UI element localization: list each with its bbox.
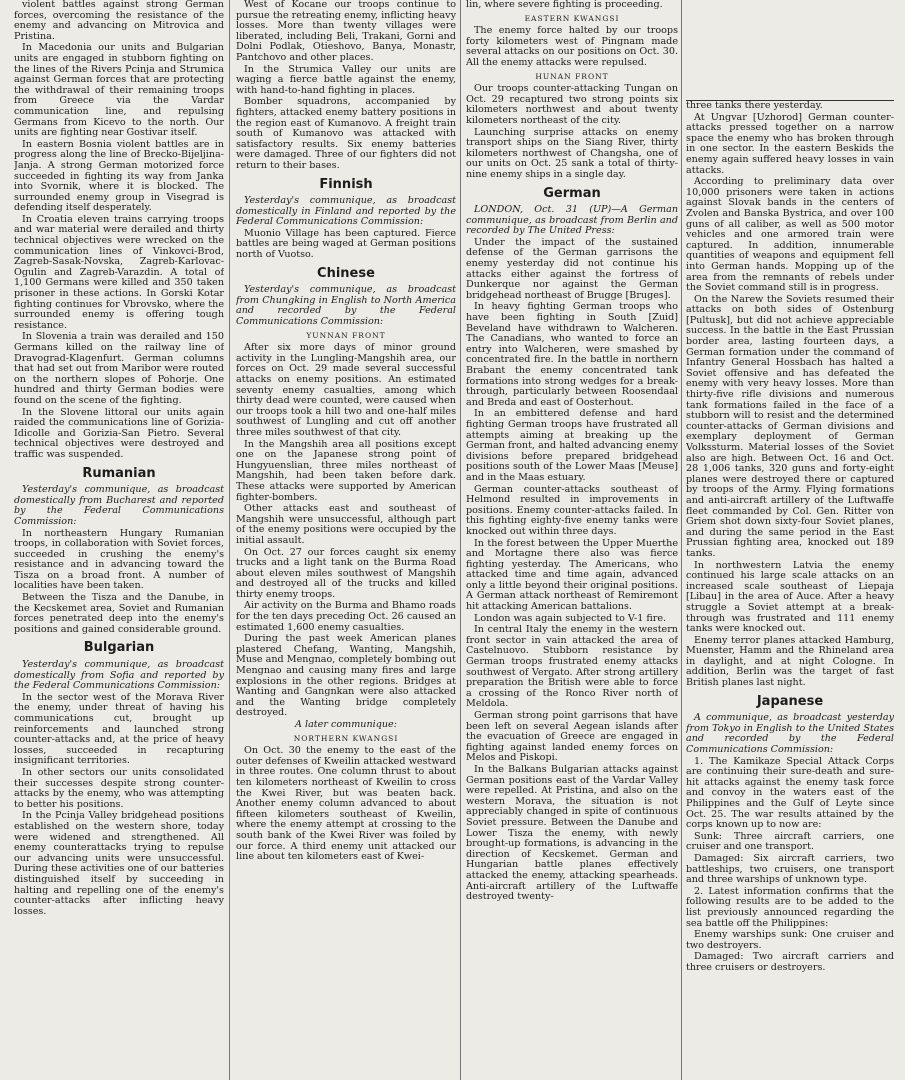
paragraph: In Macedonia our units and Bulgarian units are engaged in stubborn fighting on the lines of the Rivers Pcinja and Strumica against German forces that are protecting the withdrawal of their remaining troops from Greece via the Vardar communication line, and repulsing Germans from Kicevo to the north. Our units are fighting near Gostivar itself.	[14, 42, 224, 139]
paragraph: 1. The Kamikaze Special Attack Corps are continuing their sure-death and sure-hit attacks against the enemy task force and convoy in the waters east of the Philippines and the Gulf of Leyte since Oct. 25. The war results attained by the corps known up to now are:	[686, 755, 894, 831]
paragraph: In an embittered defense and hard fighting German troops have frustrated all attempts aiming at breaking up the German front, and halted advancing enemy divisions before prepared bridgehead positions south of the Lower Maas [Meuse] and in the Maas estuary.	[466, 408, 678, 483]
paragraph: The enemy force halted by our troops forty kilometers west of Pingnam made several attacks on our positions on Oct. 30. All the enemy attacks were repulsed.	[466, 25, 678, 68]
paragraph: lin, where severe fighting is proceeding.	[466, 0, 663, 10]
paragraph: In northeastern Hungary Rumanian troops, in collaboration with Soviet forces, succeeded in crushing the enemy's resistance and in advancing toward the Tisza on a broad front. A number of localities have been taken.	[14, 527, 224, 592]
paragraph: At Ungvar [Uzhorod] German counter-attacks pressed together on a narrow space the enemy who has broken through in one sector. In the eastern Beskids the enemy again suffered heavy losses in vain attacks.	[686, 111, 894, 176]
paragraph: Between the Tisza and the Danube, in the Kecskemet area, Soviet and Rumanian forces penetrated deep into the enemy's positions and gained considerable ground.	[14, 592, 224, 635]
communique-intro: LONDON, Oct. 31 (UP)—A German communique, as broadcast from Berlin and recorded by The United Press:	[466, 204, 678, 237]
paragraph: In the Slovene littoral our units again raided the communications line of Gorizia-Idicolle and Gorizia-San Pietro. Several technical objectives were destroyed and traffic was suspended.	[14, 406, 224, 460]
paragraph: Air activity on the Burma and Bhamo roads for the ten days preceding Oct. 26 caused an estimated 1,600 enemy casualties.	[236, 600, 456, 633]
later-communique-label: A later communique:	[295, 719, 397, 730]
paragraph: Launching surprise attacks on enemy transport ships on the Siang River, thirty kilometers northwest of Changsha, one of our units on Oct. 25 sank a total of thirty-nine enemy ships in a single day.	[466, 126, 678, 180]
section-heading-chinese: Chinese	[317, 265, 375, 281]
column-3	[466, 0, 678, 1080]
paragraph: Damaged: Two aircraft carriers and three cruisers or destroyers.	[686, 951, 894, 973]
paragraph: 2. Latest information confirms that the following results are to be added to the list previously announced regarding the sea battle off the Philippines:	[686, 885, 894, 929]
paragraph: On Oct. 30 the enemy to the east of the outer defenses of Kweilin attacked westward in three routes. One column thrust to about ten kilometers northeast of Kweilin to cross the Kwei River, but was beaten back. Another enemy column advanced to about fifteen kilometers southeast of Kweilin, where the enemy attempt at crossing to the south bank of the Kwei River was foiled by our force. A third enemy unit attacked our line about ten kilometers east of Kwei-	[236, 745, 456, 863]
paragraph: On Oct. 27 our forces caught six enemy trucks and a light tank on the Burma Road about eleven miles southwest of Mangshih and destroyed all of the trucks and killed thirty enemy troops.	[236, 546, 456, 600]
column-rule	[460, 0, 461, 1080]
section-heading-rumanian: Rumanian	[82, 465, 156, 481]
column-2	[236, 0, 456, 1080]
paragraph: In Croatia eleven trains carrying troops and war material were derailed and thirty technical objectives were wrecked on the communication lines of Vinkovci-Brod, Zagreb-Sasak-Novska, Zagreb-Karlovac-Ogulin and Zagreb-Varazdin. A total of 1,100 Germans were killed and 350 taken prisoner in these actions. In Gorski Kotar fighting continues for Vbrovsko, where the surrounded enemy is offering tough resistance.	[14, 213, 224, 331]
paragraph: German counter-attacks southeast of Helmond resulted in improvements in positions. Enemy counter-attacks failed. In this fighting eighty-five enemy tanks were knocked out within three days.	[466, 483, 678, 537]
subheading: YUNNAN FRONT	[306, 330, 386, 340]
paragraph: In the sector west of the Morava River the enemy, under threat of having his communications cut, brought up reinforcements and launched strong counter-attacks and, at the price of heavy losses, succeeded in recapturing insignificant territories.	[14, 691, 224, 767]
paragraph: On the Narew the Soviets resumed their attacks on both sides of Ostenburg [Pultusk], but did not achieve appreciable success. In the battle in the East Prussian border area, lasting fourteen days, a German formation under the command of Infantry General Hossbach has halted a Soviet offensive and has defeated the enemy with very heavy losses. More than thirty-five rifle divisions and numerous tank formations failed in the face of a stubborn will to resist and the determined counter-attacks of German divisions and exemplary deployment of German Volkssturm. Material losses of the Soviet also are high. Between Oct. 16 and Oct. 28 1,006 tanks, 320 guns and forty-eight planes were destroyed there or captured by troops of the Army. Flying formations and anti-aircraft artillery of the Luftwaffe fleet commanded by Col. Gen. Ritter von Griem shot down sixty-four Soviet planes, and during the same period in the East Prussian fighting area, knocked out 189 tanks.	[686, 293, 894, 559]
paragraph: Enemy warships sunk: One cruiser and two destroyers.	[686, 929, 894, 951]
section-heading-finnish: Finnish	[319, 176, 373, 192]
paragraph: In the forest between the Upper Muerthe and Mortagne there also was fierce fighting yesterday. The Americans, who attacked time and time again, advanced only a little beyond their original positions. A German attack northeast of Remiremont hit attacking American battalions.	[466, 537, 678, 613]
paragraph: Bomber squadrons, accompanied by fighters, attacked enemy battery positions in the region east of Kumanovo. A freight train south of Kumanovo was attacked with satisfactory results. Six enemy batteries were damaged. Three of our fighters did not return to their bases.	[236, 96, 456, 171]
paragraph: Damaged: Six aircraft carriers, two battleships, two cruisers, one transport and three warships of unknown type.	[686, 852, 894, 886]
paragraph: In the Strumica Valley our units are waging a fierce battle against the enemy, with hand-to-hand fighting in places.	[236, 63, 456, 96]
paragraph: According to preliminary data over 10,000 prisoners were taken in actions against Slovak bands in the centers of Zvolen and Banska Bystrica, and over 100 guns of all caliber, as well as 500 motor vehicles and one armored train were captured. In addition, innumerable quantities of weapons and equipment fell into German hands. Mopping up of the area from the remnants of rebels under the Soviet command still is in progress.	[686, 176, 894, 294]
paragraph: Under the impact of the sustained defense of the German garrisons the enemy yesterday did not continue his attacks either against the fortress of Dunkerque nor against the German bridgehead northeast of Brugge [Bruges].	[466, 236, 678, 301]
paragraph: Our troops counter-attacking Tungan on Oct. 29 recaptured two strong points six kilometers northwest and about twenty kilometers northeast of the city.	[466, 83, 678, 126]
subheading: NORTHERN KWANGSI	[293, 733, 399, 743]
paragraph: In eastern Bosnia violent battles are in progress along the line of Brecko-Bijeljina-Janja. A strong German motorized force succeeded in fighting its way from Janka into Svornik, where it is blocked. The surrounded enemy group in Visegrad is defending itself desperately.	[14, 138, 224, 214]
communique-intro: A communique, as broadcast yesterday from Tokyo in English to the United States and recorded by the Federal Communications Commission:	[686, 712, 894, 756]
paragraph: Other attacks east and southeast of Mangshih were unsuccessful, although part of the enemy positions were occupied by the initial assault.	[236, 503, 456, 546]
paragraph: In other sectors our units consolidated their successes despite strong counter-attacks by the enemy, who was attempting to better his positions.	[14, 766, 224, 810]
communique-intro: Yesterday's communique, as broadcast domestically from Bucharest and reported by the Federal Communications Commission:	[14, 484, 224, 527]
paragraph: After six more days of minor ground activity in the Lungling-Mangshih area, our forces on Oct. 29 made several successful attacks on enemy positions. An estimated seventy enemy casualties, among which thirty dead were counted, were caused when our troops took a hill two and one-half miles southwest of Lungling and cut off another three miles southwest of that city.	[236, 342, 456, 438]
paragraph: Muonio Village has been captured. Fierce battles are being waged at German positions north of Vuotso.	[236, 227, 456, 261]
paragraph: In heavy fighting German troops who have been fighting in South [Zuid] Beveland have withdrawn to Walcheren. The Canadians, who wanted to force an entry into Walcheren, were smashed by concentrated fire. In the battle in northern Brabant the enemy concentrated tank formations into strong wedges for a break-through, particularly between Roosendaal and Breda and east of Oosterhout.	[466, 301, 678, 408]
paragraph: In northwestern Latvia the enemy continued his large scale attacks on an increased scale southeast of Liepaja [Libau] in the area of Auce. After a heavy struggle a Soviet attempt at a break-through was frustrated and 111 enemy tanks were knocked out.	[686, 559, 894, 635]
paragraph: In the Mangshih area all positions except one on the Japanese strong point of Hungyuenslian, three miles northeast of Mangshih, had been taken before dark. These attacks were supported by American fighter-bombers.	[236, 438, 456, 503]
section-heading-japanese: Japanese	[756, 693, 824, 709]
paragraph: violent battles against strong German forces, overcoming the resistance of the enemy and advancing on Mitrovica and Pristina.	[14, 0, 224, 42]
column-rule	[681, 0, 682, 1080]
communique-intro: Yesterday's communique, as broadcast domestically in Finland and reported by the Federal Communications Commission:	[236, 195, 456, 228]
section-heading-bulgarian: Bulgarian	[83, 640, 155, 656]
subheading: EASTERN KWANGSI	[524, 13, 620, 23]
subheading: HUNAN FRONT	[535, 71, 609, 81]
paragraph: In the Pcinja Valley bridgehead positions established on the western shore, today were widened and strengthened. All enemy counterattacks trying to repulse our advancing units were unsuccessful. During these activities one of our batteries distinguished itself by succeeding in halting and repelling one of the enemy's counter-attacks after inflicting heavy losses.	[14, 810, 224, 917]
paragraph: During the past week American planes plastered Chefang, Wanting, Mangshih, Muse and Mengnao, completely bombing out Mengnao and causing many fires and large explosions in the other regions. Bridges at Wanting and Gangnkan were also attacked and the Wanting bridge completely destroyed.	[236, 633, 456, 719]
paragraph: London was again subjected to V-1 fire.	[474, 612, 667, 624]
paragraph: In the Balkans Bulgarian attacks against German positions east of the Vardar Valley were repelled. At Pristina, and also on the western Morava, the situation is not appreciably changed in spite of continuous Soviet pressure. Between the Danube and Lower Tisza the enemy, with newly brought-up formations, is advancing in the direction of Kecskemet. German and Hungarian battle planes effectively attacked the enemy, attacking spearheads. Anti-aircraft artillery of the Luftwaffe destroyed twenty-	[466, 763, 678, 903]
column-4	[686, 0, 894, 1080]
column-rule	[229, 0, 230, 1080]
communique-intro: Yesterday's communique, as broadcast domestically from Sofia and reported by the Federal Communications Commission:	[14, 659, 224, 692]
paragraph: Sunk: Three aircraft carriers, one cruiser and one transport.	[686, 830, 894, 853]
communique-intro: Yesterday's communique, as broadcast from Chungking in English to North America and recorded by the Federal Communications Commission:	[236, 284, 456, 328]
paragraph: Enemy terror planes attacked Hamburg, Muenster, Hamm and the Rhineland area in daylight, and at night Cologne. In addition, Berlin was the target of fast British planes last night.	[686, 634, 894, 689]
paragraph: German strong point garrisons that have been left on several Aegean islands after the evacuation of Greece are engaged in fighting against landed enemy forces on Melos and Piskopi.	[466, 710, 678, 764]
paragraph: In central Italy the enemy in the western front sector in vain attacked the area of Castelnuovo. Stubborn resistance by German troops frustrated enemy attacks southwest of Vergato. After strong artillery preparation the British were able to force a crossing of the Ronco River north of Meldola.	[466, 624, 678, 710]
section-heading-german: German	[543, 185, 601, 201]
paragraph: three tanks there yesterday.	[686, 100, 823, 111]
paragraph: In Slovenia a train was derailed and 150 Germans killed on the railway line of Dravograd-Klagenfurt. German columns that had set out from Maribor were routed on the northern slopes of Pohorje. One hundred and thirty German bodies were found on the scene of the fighting.	[14, 331, 224, 406]
column-1	[14, 0, 224, 1080]
paragraph: West of Kocane our troops continue to pursue the retreating enemy, inflicting heavy losses. More than twenty villages were liberated, including Beli, Trakani, Gorni and Dolni Podlak, Otieshovo, Banya, Monastr, Pantchovo and other places.	[236, 0, 456, 63]
